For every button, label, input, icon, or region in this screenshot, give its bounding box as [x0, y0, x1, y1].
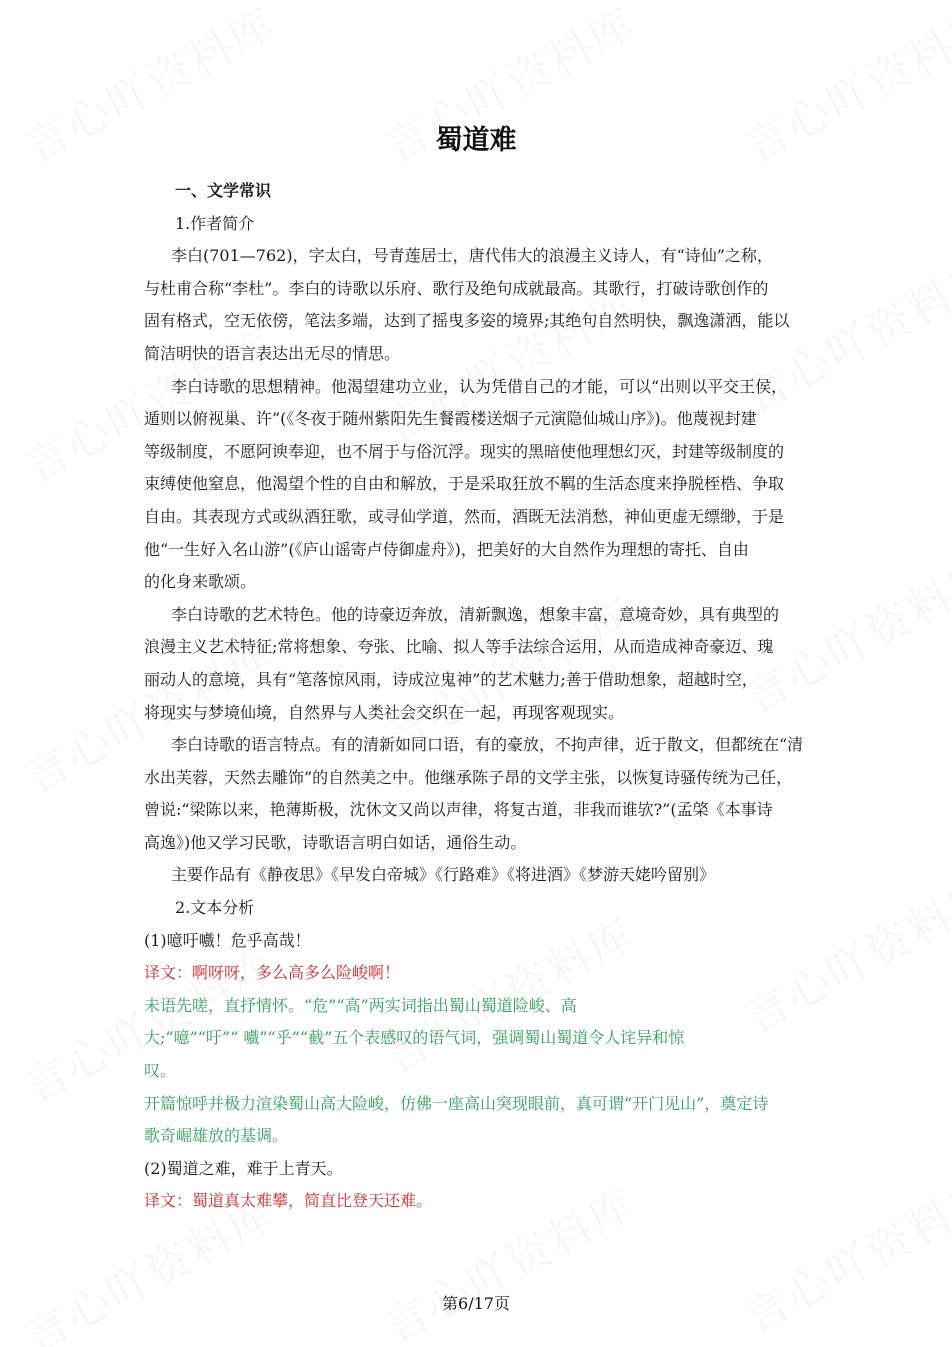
page-title: 蜀道难 [435, 125, 517, 156]
analysis-line: 开篇惊呼并极力渲染蜀山高大险峻，仿佛一座高山突现眼前，真可谓“开门见山”，奠定诗 [144, 1093, 769, 1113]
paragraph-line: 束缚使他窒息，他渴望个性的自由和解放，于是采取狂放不羁的生活态度来挣脱桎梏、争取 [144, 474, 785, 494]
paragraph-line: 与杜甫合称“李杜”。李白的诗歌以乐府、歌行及绝句成就最高。其歌行，打破诗歌创作的 [144, 278, 769, 298]
paragraph-line: 等级制度，不愿阿谀奉迎，也不屑于与俗沉浮。现实的黑暗使他理想幻灭，封建等级制度的 [144, 441, 785, 461]
subsection-heading: 2.文本分析 [175, 898, 255, 918]
author-intro-paragraph [144, 240, 812, 370]
quote-line: (2)蜀道之难，难于上青天。 [144, 1158, 343, 1178]
thought-paragraph [144, 371, 812, 599]
analysis-line: 叹。 [144, 1061, 177, 1081]
paragraph-line: 自由。其表现方式或纵酒狂歌，或寻仙学道，然而，酒既无法消愁，神仙更虚无缥缈，于是 [144, 506, 785, 526]
paragraph-line: 的化身来歌颂。 [144, 572, 257, 592]
art-paragraph [144, 599, 812, 729]
paragraph-line: 李白诗歌的思想精神。他渴望建功立业，认为凭借自己的才能，可以“出则以平交王侯， [171, 376, 788, 396]
paragraph-line: 曾说:“梁陈以来，艳薄斯极，沈休文又尚以声律，将复古道，非我而谁欤?”(孟棨《本事诗 [144, 800, 773, 820]
paragraph-line: 简洁明快的语言表达出无尽的情思。 [144, 343, 401, 363]
document-body [144, 175, 812, 1218]
analysis-line: 未语先嗟，直抒情怀。“危”“高”两实词指出蜀山蜀道险峻、高 [144, 995, 577, 1015]
paragraph-line: 他“一生好入名山游”(《庐山谣寄卢侍御虚舟》)，把美好的大自然作为理想的寄托、自由 [144, 539, 749, 559]
language-paragraph [144, 729, 812, 859]
translation-line: 译文：啊呀呀，多么高多么险峻啊！ [144, 963, 401, 983]
section-heading: 一、文学常识 [175, 181, 272, 200]
translation-line: 译文：蜀道真太难攀，简直比登天还难。 [144, 1191, 433, 1211]
works-line: 主要作品有《静夜思》《早发白帝城》《行路难》《将进酒》《梦游天姥吟留别》 [171, 865, 716, 885]
page-number: 第6/17页 [442, 1294, 510, 1313]
paragraph-line: 高逸》)他又学习民歌，诗歌语言明白如话，通俗生动。 [144, 832, 527, 852]
paragraph-line: 李白(701—762)，字太白，号青莲居士，唐代伟大的浪漫主义诗人，有“诗仙”之称， [171, 246, 773, 266]
paragraph-line: 浪漫主义艺术特征;常将想象、夸张、比喻、拟人等手法综合运用，从而造成神奇豪迈、瑰 [144, 637, 774, 657]
analysis-line: 大;“噫”“吁”“ 嚱”“乎”“截”五个表感叹的语气词，强调蜀山蜀道令人诧异和惊 [144, 1028, 685, 1048]
quote-line: (1)噫吁嚱！危乎高哉！ [144, 930, 311, 950]
paragraph-line: 固有格式，空无依傍，笔法多端，达到了摇曳多姿的境界;其绝句自然明快，飘逸潇洒，能以 [144, 311, 790, 331]
paragraph-line: 将现实与梦境仙境，自然界与人类社会交织在一起，再现客观现实。 [144, 702, 625, 722]
paragraph-line: 水出芙蓉，天然去雕饰”的自然美之中。他继承陈子昂的文学主张，以恢复诗骚传统为己任， [144, 767, 793, 787]
analysis-block [144, 990, 812, 1153]
paragraph-line: 遁则以俯视巢、许”(《冬夜于随州紫阳先生餐霞楼送烟子元演隐仙城山序》)。他蔑视封建 [144, 409, 757, 429]
analysis-line: 歌奇崛雄放的基调。 [144, 1126, 289, 1146]
paragraph-line: 李白诗歌的艺术特色。他的诗豪迈奔放，清新飘逸，想象丰富，意境奇妙，具有典型的 [171, 604, 780, 624]
paragraph-line: 丽动人的意境，具有“笔落惊风雨，诗成泣鬼神”的艺术魅力;善于借助想象，超越时空， [144, 669, 758, 689]
subsection-heading: 1.作者简介 [175, 213, 255, 233]
paragraph-line: 李白诗歌的语言特点。有的清新如同口语，有的豪放，不拘声律，近于散文，但都统在“清 [171, 735, 804, 755]
